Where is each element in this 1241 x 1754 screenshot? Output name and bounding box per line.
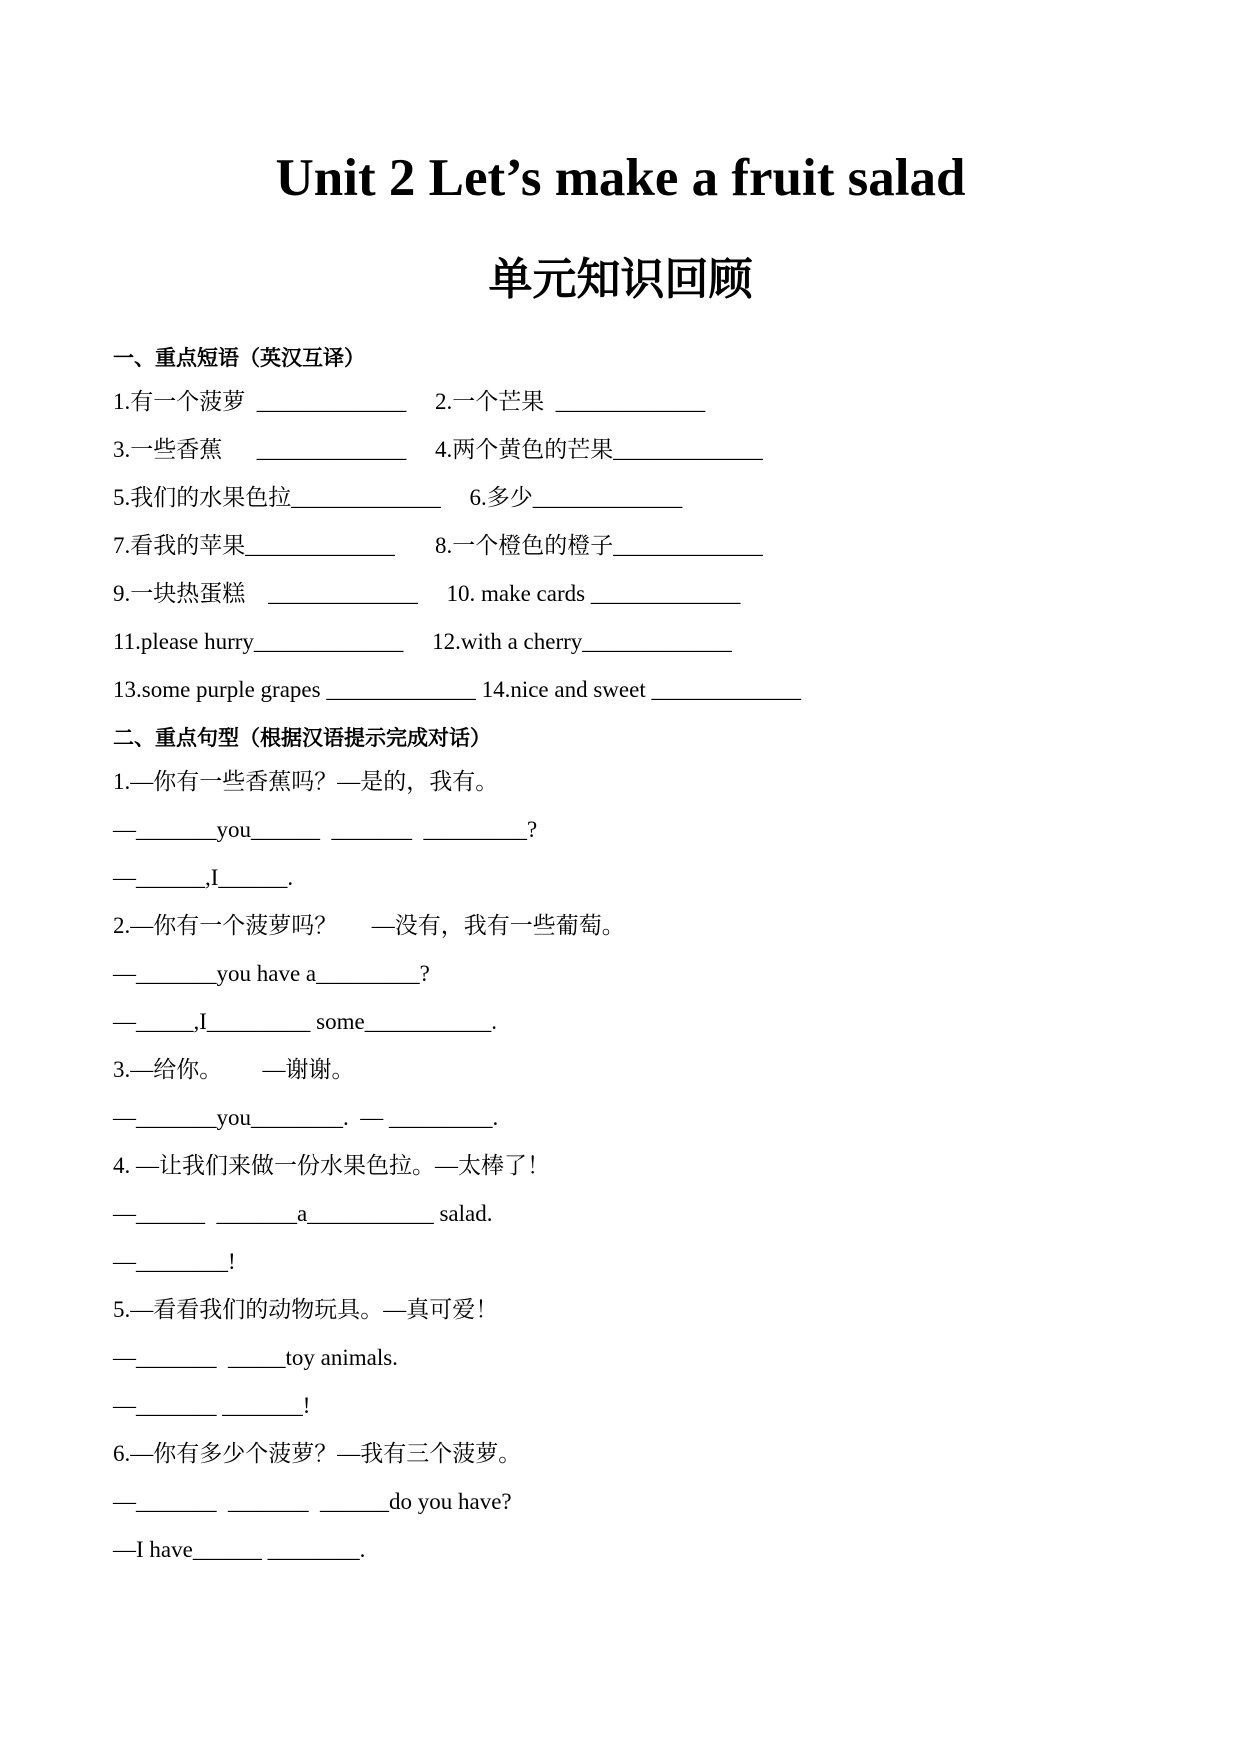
phrase-row-7: 13.some purple grapes _____________ 14.nice and sweet _____________	[113, 677, 801, 702]
section1-heading: 一、重点短语（英汉互译）	[113, 346, 365, 370]
phrase-row-1: 1.有一个菠萝 _____________ 2.一个芒果 _____________	[113, 389, 706, 414]
dialogue-prompt-3: 3.—给你。 —谢谢。	[113, 1057, 355, 1082]
phrase-row-2: 3.一些香蕉 _____________ 4.两个黄色的芒果_____________	[113, 437, 763, 462]
dialogue-blank: —_______ _______ ______do you have?	[113, 1489, 512, 1514]
dialogue-prompt-6: 6.—你有多少个菠萝？—我有三个菠萝。	[113, 1441, 522, 1466]
dialogue-blank: —_______you________. — _________.	[113, 1105, 499, 1130]
dialogue-blank: —_____,I_________ some___________.	[113, 1009, 497, 1034]
dialogue-prompt-1: 1.—你有一些香蕉吗？—是的，我有。	[113, 769, 499, 794]
dialogue-prompt-2: 2.—你有一个菠萝吗？ —没有，我有一些葡萄。	[113, 913, 625, 938]
dialogue-blank: —________!	[113, 1249, 236, 1274]
dialogue-blank: —_______you______ _______ _________?	[113, 817, 538, 842]
phrase-row-3: 5.我们的水果色拉_____________ 6.多少_____________	[113, 485, 683, 510]
section2-heading: 二、重点句型（根据汉语提示完成对话）	[113, 726, 491, 750]
worksheet-subtitle: 单元知识回顾	[488, 254, 753, 305]
dialogue-prompt-4: 4. —让我们来做一份水果色拉。—太棒了！	[113, 1153, 550, 1178]
worksheet-title: Unit 2 Let’s make a fruit salad	[275, 149, 966, 207]
dialogue-blank: —_______ _______!	[113, 1393, 311, 1418]
phrase-row-5: 9.一块热蛋糕 _____________ 10. make cards _____________	[113, 581, 741, 606]
dialogue-blank: —I have______ ________.	[113, 1537, 366, 1562]
dialogue-prompt-5: 5.—看看我们的动物玩具。—真可爱！	[113, 1297, 499, 1322]
phrase-row-4: 7.看我的苹果_____________ 8.一个橙色的橙子_____________	[113, 533, 763, 558]
phrase-row-6: 11.please hurry_____________ 12.with a cherry_____________	[113, 629, 732, 654]
dialogue-blank: —_______ _____toy animals.	[113, 1345, 398, 1370]
dialogue-blank: —______ _______a___________ salad.	[113, 1201, 493, 1226]
dialogue-blank: —_______you have a_________?	[113, 961, 430, 986]
dialogue-blank: —______,I______.	[113, 865, 294, 890]
